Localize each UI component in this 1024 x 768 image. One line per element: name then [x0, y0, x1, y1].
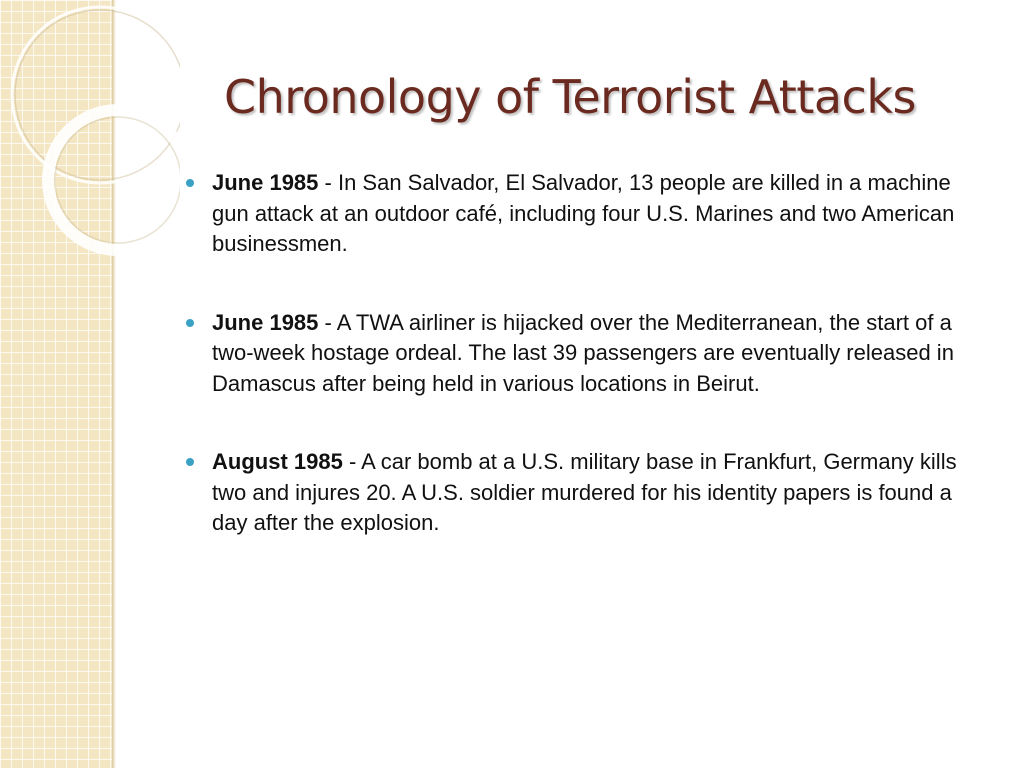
bullet-date: June 1985 [212, 309, 319, 335]
bullet-text: - A car bomb at a U.S. military base in Frankfurt, Germany kills two and injures 20. A U.S. soldier murdered for his identity papers is found a day after the explosion. [212, 449, 957, 535]
bullet-list [186, 168, 986, 587]
bullet-text: - In San Salvador, El Salvador, 13 people are killed in a machine gun attack at an outdoor café, including four U.S. Marines and two American businessmen. [212, 170, 955, 256]
bullet-item [186, 447, 986, 539]
bullet-dot-icon [186, 179, 194, 187]
bullet-item [186, 308, 986, 400]
slide-title: Chronology of Terrorist Attacks [224, 70, 916, 124]
bullet-date: August 1985 [212, 449, 343, 474]
bullet-date: June 1985 [212, 170, 319, 195]
bullet-dot-icon [186, 319, 194, 327]
bullet-dot-icon [186, 458, 194, 466]
bullet-item [186, 168, 986, 260]
bullet-text: - A TWA airliner is hijacked over the Mediterranean, the start of a two-week hostage ordeal. The last 39 passengers are eventually released in Damascus after being held in various locations in Beirut. [212, 309, 954, 396]
